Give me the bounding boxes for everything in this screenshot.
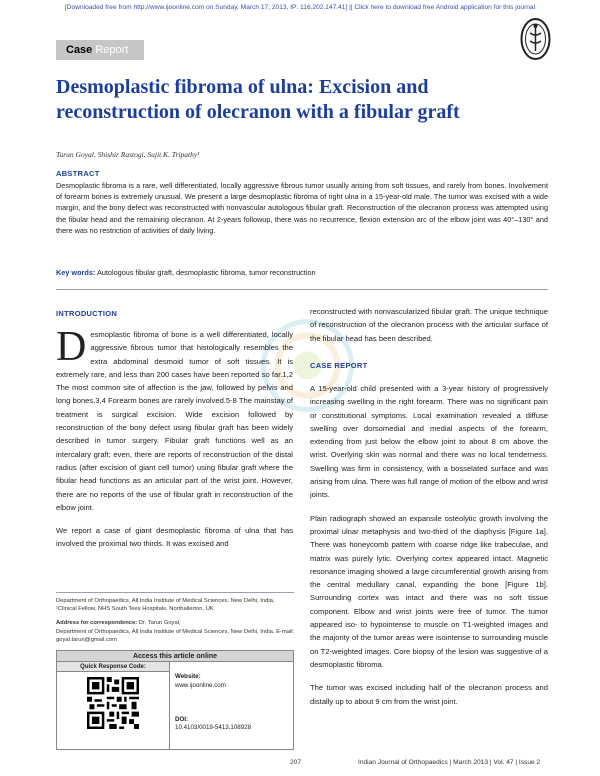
introduction-paragraph-2: We report a case of giant desmoplastic fibroma of ulna that has involved the proximal two thirds. It was excised and (56, 526, 293, 549)
keywords-text: Autologous fibular graft, desmoplastic fibroma, tumor reconstruction (95, 268, 316, 277)
section-tab-bold: Case (66, 44, 93, 56)
case-paragraph-3: The tumor was excised including half of the olecranon process and distally up to about 9 cm from the wrist joint. (310, 683, 548, 706)
access-heading: Access this article online (57, 651, 293, 662)
case-paragraph-2: Plain radiograph showed an expansile osteolytic growth involving the proximal ulnar metaphysis and two-third of the diaphysis [Figure 1a]. There was honeycomb pattern with coarse ridge like trabeculae, and matrix was purely lytic. Overlying cortex appeared intact. Magnetic resonance imaging showed a large circumferential growth arising from the central medullary canal, expanding the bone [Figure 1b]. Surrounding cortex was intact and there was no soft tissue component. Elbow and wrist joints were free of tumor. The tumor appeared iso- to hypointense to muscle on T1-weighted images and the majority of the tumor areas were isointense to surrounding muscle on T2-weighted images. Core biopsy of the lesion was suggestive of a desmoplastic fibroma. (310, 513, 548, 669)
section-tab (56, 40, 144, 60)
right-column (310, 305, 548, 355)
journal-footer: Indian Journal of Orthopaedics | March 2013 | Vol. 47 | Issue 2 (358, 759, 541, 766)
qr-label: Quick Response Code: (57, 662, 169, 672)
download-notice[interactable]: [Downloaded free from http://www.ijoonline.com on Sunday, March 17, 2013, IP: 116.202.147.41] || Click here to download free Android application for this journal (64, 4, 536, 11)
website-link[interactable]: www.ijoonline.com (175, 681, 226, 689)
abstract-heading: ABSTRACT (56, 169, 100, 178)
access-article-box (56, 650, 294, 750)
section-divider (56, 289, 548, 290)
introduction-paragraph-1 (56, 324, 293, 514)
introduction-text-1: esmoplastic fibroma of bone is a well differentiated, locally aggressive fibrous tumor that histologically resembles the extra abdominal desmoid tumor of soft tissues. It is extremely rare, and less than 200 cases have been reported so far.1,2 The most common site of affection is the jaw, followed by pelvis and long bones.3,4 Forearm bones are rarely involved.5-8 The mainstay of treatment is surgical excision. Wide excision followed by reconstruction of the bony defect using fibular graft has been widely described in tumor surgery. Fibular graft functions well as an intercalary graft; even, there are reports of reconstruction of the distal radius (after excision of giant cell tumor) using fibular graft where the fibular head functions as an articular part of the wrist joint. However, there are no reports of the use of fibular graft in reconstruction of the elbow joint. (56, 330, 293, 512)
affiliations (56, 597, 296, 644)
introduction-paragraph-3: reconstructed with nonvascularized fibular graft. The unique technique of reconstruction of the olecranon process with the articular surface of the fibular head has been described. (310, 307, 548, 343)
doi-label: DOI: (175, 715, 189, 723)
doi-link[interactable]: 10.4103/0019-5413.108928 (175, 724, 252, 731)
abstract-text: Desmoplastic fibroma is a rare, well differentiated, locally aggressive fibrous tumor usually arising from soft tissues, and rarely from bones. Involvement of forearm bones is extremely unusual. We present a large desmoplastic fibroma of right ulna in a 15-year-old male. The tumor was excised with a wide margin, and the bony defect was reconstructed with nonvascular autologous fibular graft. Reconstruction of the olecranon process was attempted using the fibular head and the remaining olecranon. At 2-years followup, there was no recurrence, flexion extension arc of the elbow joint was 40°–130° and there was no restriction of activities of daily living. (56, 181, 548, 235)
qr-code-icon[interactable] (87, 677, 139, 729)
keywords-line (56, 268, 548, 277)
case-report-heading: CASE REPORT (310, 361, 368, 370)
keywords-label: Key words: (56, 268, 96, 277)
correspondence-block (56, 619, 296, 627)
introduction-heading: INTRODUCTION (56, 309, 118, 318)
qr-panel (57, 662, 170, 750)
article-title: Desmoplastic fibroma of ulna: Excision and reconstruction of olecranon with a fibular graft (56, 76, 460, 123)
case-paragraph-1: A 15-year-old child presented with a 3-year history of progressively increasing swelling in the right forearm. There was no significant pain or constitutional symptoms. Local examination revealed a diffuse swelling over dorsomedial and medial aspects of the forearm, extending from just below the elbow joint to about 8 cm above the wrist. Overlying skin was normal and there was no local tenderness. Swelling was firm in consistency, with a bosselated surface and was arising from ulna. There was full range of motion of the elbow and wrist joints. (310, 384, 548, 500)
correspondence-label: Address for correspondence: (56, 620, 138, 627)
left-column (56, 324, 293, 561)
footnote-divider (56, 592, 294, 593)
access-details (175, 673, 290, 733)
page-number: 207 (290, 759, 302, 766)
case-report-body (310, 382, 548, 718)
affiliation-line: Department of Orthopaedics, All India Institute of Medical Sciences, New Delhi, India, ¹Clinical Fellow, NHS South Tees Hospitals, Northallerton, UK (56, 598, 275, 613)
website-label: Website: (175, 673, 201, 680)
section-tab-light: Report (95, 44, 129, 56)
correspondence-name: Dr. Tarun Goyal, (137, 620, 181, 627)
journal-emblem-icon (519, 15, 552, 63)
correspondence-text: Department of Orthopaedics, All India Institute of Medical Sciences, New Delhi, India. E-mail: goyal.tarun@gmail.com (56, 628, 295, 643)
author-list: Tarun Goyal, Shishir Rastogi, Sujit K. Tripathy¹ (56, 150, 200, 159)
dropcap-letter: D (56, 324, 87, 370)
